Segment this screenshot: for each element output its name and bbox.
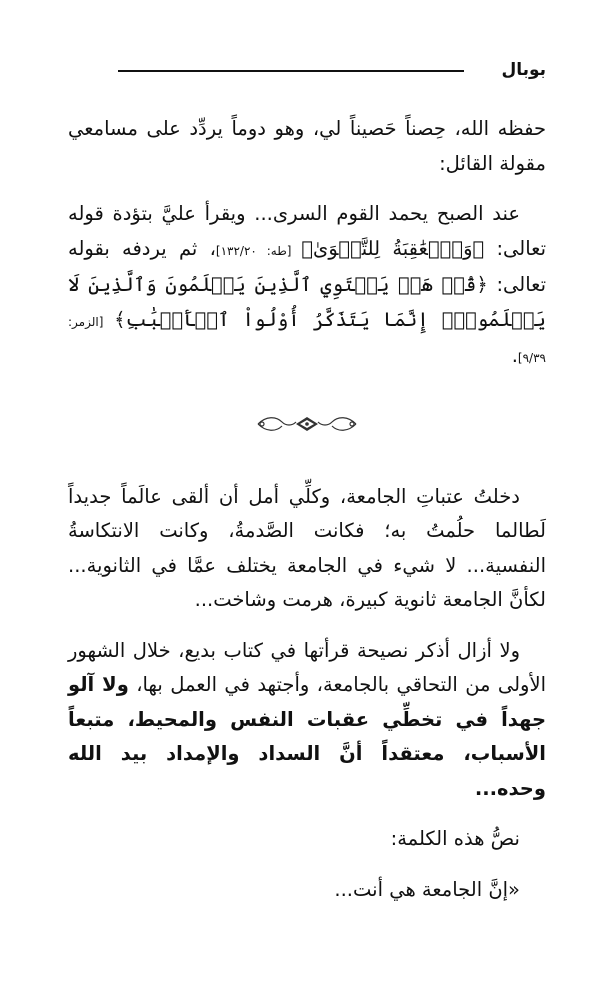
paragraph-5: نصُّ هذه الكلمة: [390,827,520,850]
paragraph-1: حفظه الله، حِصناً حَصيناً لي، وهو دوماً يردِّد على مسامعي مقولة القائل: [68,117,546,175]
header-title: بوبال [501,60,546,80]
paragraph-6: «إنَّ الجامعة هي أنت... [334,877,520,901]
section-divider [68,398,546,450]
quran-verse-2: ﴿قُلۡ هَلۡ يَسۡتَوِي ٱلَّذِينَ يَعۡلَمُونَ وَٱلَّذِينَ لَا يَعۡلَمُونَۗ إِنَّمَا يَتَذَكَّرُ أُوْلُواْ ٱلۡأَلۡبَٰبِ﴾ [68,273,546,331]
paragraph-4-text: ولا أزال أذكر نصيحة قرأتها في كتاب بديع، خلال الشهور الأولى من التحاقي بالجامعة، وأجتهد في العمل بها، [68,638,546,696]
paragraph-2-text-3: . [511,344,518,367]
paragraph-3: دخلتُ عتباتِ الجامعة، وكلِّي أمل أن ألقى عالَماً جديداً لَطالما حلُمتُ به؛ فكانت الصَّدمةُ، وكانت الانتكاسةُ النفسية... لا شيء في الجامعة يختلف عمَّا في الثانوية... لكأنَّ الجامعة ثانوية كبيرة، هرمت وشاخت... [68,484,546,611]
paragraph-4 [68,634,546,807]
quran-verse-1: ﴿وَٱلۡعَٰقِبَةُ لِلتَّقۡوَىٰ﴾ [301,236,485,260]
verse-reference-1: [طه: ١٣٢/٢٠] [215,243,302,258]
paragraph-2-text-1: عند الصبح يحمد القوم السرى... ويقرأ عليَّ بتؤدة قوله تعالى: [68,202,546,260]
verse-reference-2: [الزمر: ٩/٣٩] [68,314,546,365]
header-rule [118,70,464,72]
body-text [68,112,546,907]
paragraph-2-text-2: ، ثم يردفه بقوله تعالى: [68,236,546,296]
paragraph-4-bold-text: ولا آلو جهداً في تخطِّي عقبات النفس والمحيط، متبعاً الأسباب، معتقداً أنَّ السداد والإمداد بيد الله وحده... [68,673,546,800]
paragraph-2 [68,197,546,376]
running-header [118,58,546,82]
ornament-flourish-icon [254,413,360,435]
